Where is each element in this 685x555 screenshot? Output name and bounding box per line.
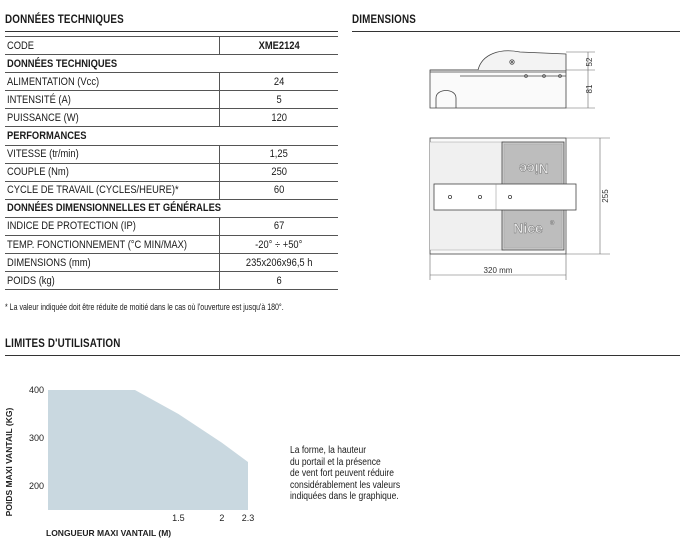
spec-section-row [5, 127, 338, 145]
brand-registered-mark: ® [550, 221, 555, 227]
spec-label [5, 272, 220, 290]
spec-value [220, 145, 339, 163]
chart-x-tick-label: 2 [219, 513, 225, 523]
chart-x-tick-labels [172, 513, 254, 523]
spec-label-text: PUISSANCE (W) [7, 111, 79, 124]
spec-value [220, 73, 339, 91]
specs-footnote: * La valeur indiquée doit être réduite de moitié dans le cas où l'ouverture est jusqu'à 180°. [5, 302, 284, 312]
dim-255-label: 255 [601, 189, 610, 203]
spec-section-text: DONNÉES DIMENSIONNELLES ET GÉNÉRALES [7, 202, 222, 215]
spec-value-text: 60 [273, 184, 285, 197]
spec-value [220, 217, 339, 235]
spec-value [220, 181, 339, 199]
spec-label-text: COUPLE (Nm) [7, 166, 69, 179]
spec-row [5, 37, 338, 55]
spec-value [220, 109, 339, 127]
chart-y-axis-label: POIDS MAXI VANTAIL (KG) [4, 407, 14, 517]
spec-value-text: -20° ÷ +50° [255, 238, 303, 251]
limits-note-line: du portail et la présence [290, 456, 381, 468]
spec-label-text: TEMP. FONCTIONNEMENT (°C MIN/MAX) [7, 238, 188, 251]
spec-value-text: 250 [271, 166, 287, 179]
spec-row [5, 145, 338, 163]
limits-title-rule [5, 355, 680, 356]
spec-row [5, 217, 338, 235]
spec-label [5, 217, 220, 235]
specs-table [5, 36, 338, 290]
chart-x-axis-label: LONGUEUR MAXI VANTAIL (M) [46, 528, 172, 538]
spec-section-text: DONNÉES TECHNIQUES [7, 57, 118, 70]
spec-label-text: ALIMENTATION (Vcc) [7, 75, 100, 88]
spec-label-text: CODE [7, 39, 35, 52]
dim-52-label: 52 [585, 57, 594, 67]
spec-label-text: INTENSITÉ (A) [7, 93, 71, 106]
spec-label [5, 91, 220, 109]
spec-value-text: 24 [273, 75, 285, 88]
dimensions-title-rule [352, 31, 680, 32]
spec-value-text: 5 [276, 93, 282, 106]
chart-y-tick-label: 400 [28, 385, 44, 395]
brand-logo-inverted: Nice [519, 161, 549, 177]
spec-value-text: 67 [273, 220, 285, 233]
limits-note-line: de vent fort peuvent réduire [290, 468, 394, 479]
spec-section-label [5, 127, 338, 145]
spec-row [5, 236, 338, 254]
spec-label-text: INDICE DE PROTECTION (IP) [7, 220, 136, 233]
spec-value [220, 254, 339, 272]
chart-area-series [48, 390, 248, 510]
spec-label [5, 254, 220, 272]
limits-note-line: considérablement les valeurs [290, 479, 401, 491]
spec-value-text: 6 [276, 274, 282, 287]
spec-section-row [5, 199, 338, 217]
chart-y-tick-label: 200 [28, 481, 44, 491]
spec-value-text: 1,25 [269, 148, 289, 161]
spec-value [220, 236, 339, 254]
spec-label [5, 236, 220, 254]
limits-note-line: La forme, la hauteur [290, 445, 367, 456]
limits-note [290, 445, 400, 503]
specs-title-rule [5, 31, 338, 32]
limits-note-line: indiquées dans le graphique. [290, 491, 399, 502]
dim-81-label: 81 [585, 84, 594, 94]
chart-x-tick-label: 1.5 [172, 513, 185, 523]
spec-label-text: DIMENSIONS (mm) [7, 256, 91, 269]
spec-value-text: 235x206x96,5 h [245, 256, 313, 269]
spec-label-text: VITESSE (tr/min) [7, 148, 79, 161]
spec-row [5, 272, 338, 290]
spec-label-text: CYCLE DE TRAVAIL (CYCLES/HEURE)* [7, 184, 179, 197]
spec-label [5, 73, 220, 91]
spec-value [220, 163, 339, 181]
spec-value-text: 120 [271, 111, 287, 124]
limits-title: LIMITES D'UTILISATION [5, 336, 121, 350]
top-view-drawing [420, 132, 620, 292]
spec-section-text: PERFORMANCES [7, 130, 87, 143]
spec-value-text: XME2124 [258, 39, 300, 52]
chart-y-tick-label: 300 [28, 433, 44, 443]
dim-320-label: 320 mm [483, 266, 513, 275]
dimensions-title: DIMENSIONS [352, 12, 416, 26]
spec-row [5, 181, 338, 199]
spec-section-label [5, 55, 338, 73]
spec-value [220, 37, 339, 55]
spec-row [5, 73, 338, 91]
spec-section-row [5, 55, 338, 73]
spec-row [5, 109, 338, 127]
spec-section-label [5, 199, 338, 217]
spec-row [5, 254, 338, 272]
spec-value [220, 91, 339, 109]
spec-row [5, 163, 338, 181]
spec-label [5, 37, 220, 55]
brand-logo: Nice [513, 220, 543, 236]
spec-label [5, 181, 220, 199]
spec-label [5, 109, 220, 127]
spec-label-text: POIDS (kg) [7, 274, 55, 287]
specs-table-body [5, 37, 338, 290]
spec-value [220, 272, 339, 290]
chart-y-tick-labels [29, 385, 44, 491]
spec-row [5, 91, 338, 109]
side-view-drawing [420, 40, 620, 120]
spec-label [5, 145, 220, 163]
chart-x-tick-label: 2.3 [241, 513, 255, 523]
usage-limits-chart [0, 372, 280, 552]
specs-title: DONNÉES TECHNIQUES [5, 12, 124, 26]
spec-label [5, 163, 220, 181]
